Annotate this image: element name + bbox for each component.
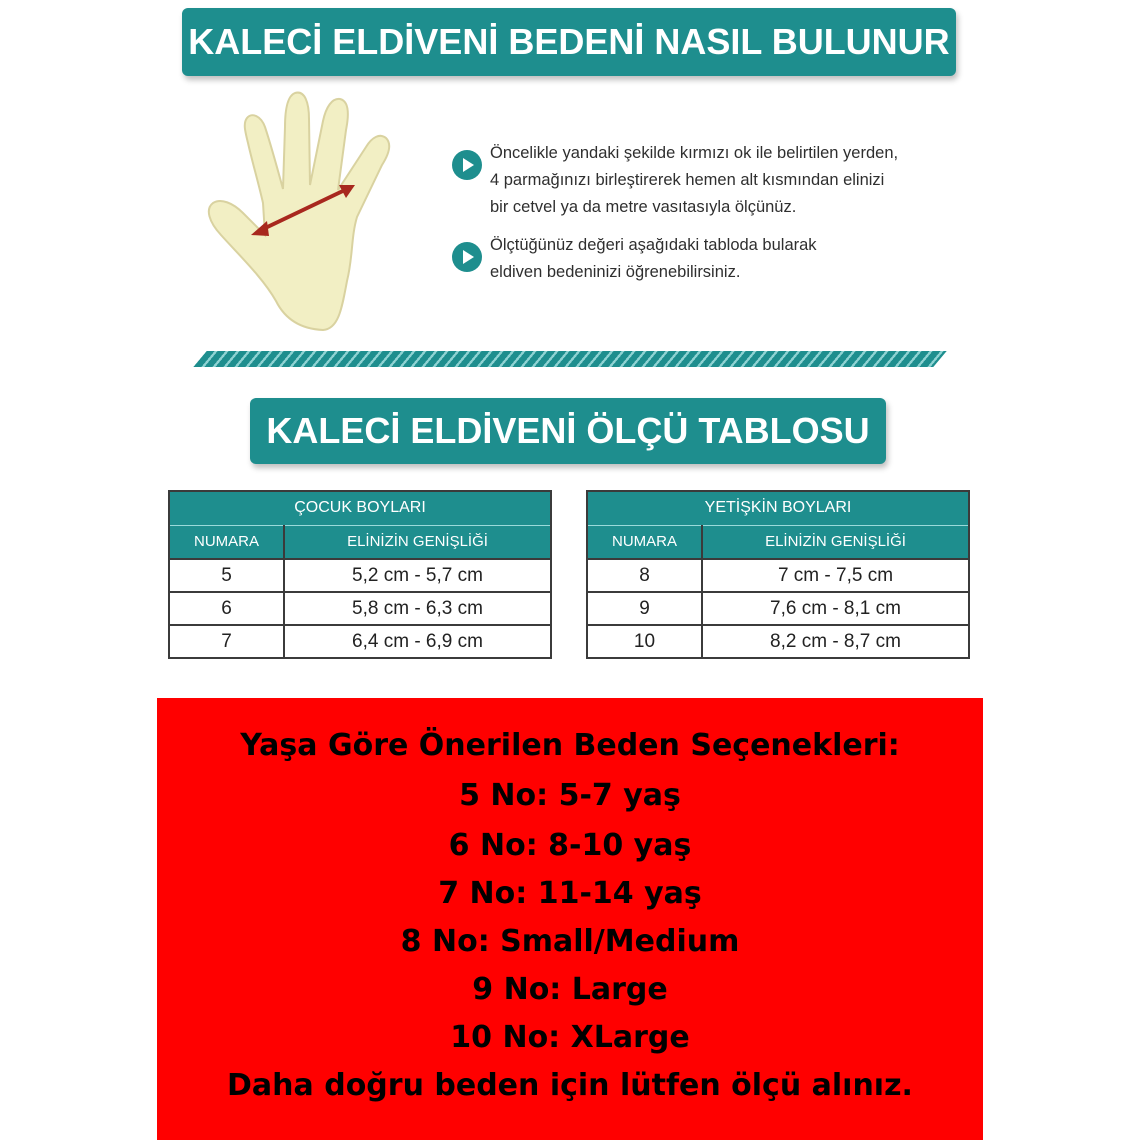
- hand-width-cell: 7,6 cm - 8,1 cm: [702, 592, 969, 625]
- hand-width-cell: 7 cm - 7,5 cm: [702, 559, 969, 592]
- hand-width-cell: 8,2 cm - 8,7 cm: [702, 625, 969, 658]
- size-number-cell: 8: [587, 559, 702, 592]
- child-table-header: ÇOCUK BOYLARI: [169, 491, 551, 525]
- instruction-text: Öncelikle yandaki şekilde kırmızı ok ile belirtilen yerden, 4 parmağınızı birleştirerek hemen alt kısmından elinizi bir cetvel ya da metre vasıtasıyla ölçünüz.: [490, 144, 899, 216]
- size-number-cell: 6: [169, 592, 284, 625]
- age-recommendation-line: 8 No: Small/Medium: [400, 924, 740, 959]
- hand-width-cell: 5,8 cm - 6,3 cm: [284, 592, 551, 625]
- adult-table-header: YETİŞKİN BOYLARI: [587, 491, 969, 525]
- size-number-cell: 9: [587, 592, 702, 625]
- column-header-number: NUMARA: [587, 525, 702, 559]
- age-recommendation-line: 10 No: XLarge: [450, 1020, 690, 1055]
- child-size-table: [168, 490, 552, 659]
- table-row: [169, 559, 551, 592]
- hand-width-cell: 6,4 cm - 6,9 cm: [284, 625, 551, 658]
- size-number-cell: 5: [169, 559, 284, 592]
- play-bullet-icon: [452, 150, 482, 180]
- age-recommendation-line: 6 No: 8-10 yaş: [448, 828, 692, 863]
- table-row: [169, 592, 551, 625]
- size-number-cell: 7: [169, 625, 284, 658]
- hand-illustration-icon: [205, 85, 420, 335]
- column-header-width: ELİNİZİN GENİŞLİĞİ: [284, 525, 551, 559]
- instruction-step-1: [452, 140, 898, 221]
- instruction-step-2: [452, 232, 817, 286]
- age-recommendation-title: Yaşa Göre Önerilen Beden Seçenekleri:: [240, 728, 900, 763]
- column-header-width: ELİNİZİN GENİŞLİĞİ: [702, 525, 969, 559]
- how-to-find-size-banner: KALECİ ELDİVENİ BEDENİ NASIL BULUNUR: [182, 8, 956, 76]
- table-row: [587, 592, 969, 625]
- table-row: [169, 625, 551, 658]
- table-row: [587, 559, 969, 592]
- size-table-banner: KALECİ ELDİVENİ ÖLÇÜ TABLOSU: [250, 398, 886, 464]
- decorative-stripe: [193, 351, 946, 367]
- age-recommendation-line: 7 No: 11-14 yaş: [438, 876, 702, 911]
- column-header-number: NUMARA: [169, 525, 284, 559]
- instruction-text: Ölçtüğünüz değeri aşağıdaki tabloda bularak eldiven bedeninizi öğrenebilirsiniz.: [490, 236, 817, 281]
- hand-width-cell: 5,2 cm - 5,7 cm: [284, 559, 551, 592]
- size-number-cell: 10: [587, 625, 702, 658]
- table-row: [587, 625, 969, 658]
- age-recommendation-line: 5 No: 5-7 yaş: [459, 778, 681, 813]
- age-recommendation-footer: Daha doğru beden için lütfen ölçü alınız.: [227, 1068, 913, 1103]
- adult-size-table: [586, 490, 970, 659]
- age-recommendation-panel: [157, 698, 983, 1140]
- play-bullet-icon: [452, 242, 482, 272]
- age-recommendation-line: 9 No: Large: [472, 972, 668, 1007]
